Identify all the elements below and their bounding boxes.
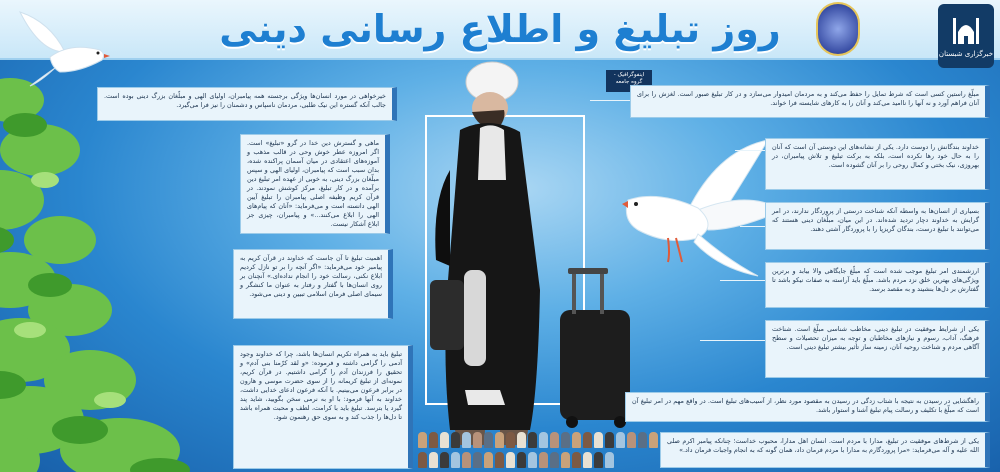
crowd-figure — [484, 452, 493, 468]
crowd-figure — [462, 432, 471, 448]
crowd-figure — [451, 452, 460, 468]
page-title: روز تبلیغ و اطلاع رسانی دینی — [219, 7, 781, 51]
crowd-figure — [594, 432, 603, 448]
crowd-figure — [539, 452, 548, 468]
crowd-figure — [616, 432, 625, 448]
crowd-figure — [484, 432, 493, 448]
crowd-figure — [528, 452, 537, 468]
connector-line — [700, 340, 765, 341]
crowd-figure — [418, 452, 427, 468]
category-badge: اینفوگرافیک - گروه جامعه — [606, 70, 652, 92]
crowd-decoration — [418, 432, 658, 470]
connector-line — [740, 226, 765, 227]
crowd-figure — [473, 432, 482, 448]
panel-left-3: اهمیت تبلیغ تا آن جاست که خداوند در قرآن کریم به پیامبر خود می‌فرماید: «اگر آنچه را بر تو نازل کردیم ابلاغ نکنی، رسالت خود را انجام نداده‌ای.» آنچنان بر روی انسان‌ها با گفتار و رفتار به عنوان ما کنشگر و سیمای اصلی فرمان اسلامی تبیین و دینی می‌شود. — [233, 249, 393, 319]
connector-line — [735, 150, 765, 151]
connector-line — [720, 280, 765, 281]
crowd-figure — [528, 432, 537, 448]
panel-bottom-center: راهگشایی در رسیدن به نتیجه با شتاب زدگی در رسیدن به مقصود مورد نظر، از آسیب‌های تبلیغ است. در واقع مهم در امر تبلیغ آن است که مبلّغ با تکلیف و رسالت پیام تبلیغ آشنا و استوار باشد. — [625, 392, 990, 422]
crowd-figure — [517, 452, 526, 468]
crowd-figure — [506, 452, 515, 468]
crowd-figure — [550, 452, 559, 468]
crowd-figure — [583, 432, 592, 448]
crowd-figure — [495, 432, 504, 448]
crowd-figure — [429, 452, 438, 468]
crowd-figure — [561, 432, 570, 448]
dove-left-icon — [10, 2, 120, 90]
panel-right-3: بسیاری از انسان‌ها به واسطه آنکه شناخت درستی از پروردگار ندارند، در امر گرایش به خداوند دچار تردید شده‌اند. در این میان، مبلّغان دینی هستند که می‌توانند با تبلیغ درست، بندگان گریزپا را با پروردگار آشتی دهند. — [765, 202, 990, 250]
crowd-figure — [594, 452, 603, 468]
crowd-figure — [638, 432, 647, 448]
crowd-figure — [506, 432, 515, 448]
crowd-figure — [451, 432, 460, 448]
panel-right-5: یکی از شرایط موفقیت در تبلیغ دینی، مخاطب شناسی مبلّغ است. شناخت فرهنگ، آداب، رسوم و نیازهای مخاطبان و توجه به میزان تحصیلات و سطح آگاهی مردم و شناخت روحیه آنان، زمینه ساز تأثیر بیشتر تبلیغ دینی است. — [765, 320, 990, 378]
crowd-figure — [473, 452, 482, 468]
crowd-figure — [440, 452, 449, 468]
crowd-figure — [517, 432, 526, 448]
panel-right-4: ارزشمندی امر تبلیغ موجب شده است که مبلّغ جایگاهی والا بیابد و برترین ویژگی‌های بهترین خلق نزد مردم باشد. مبلّغ باید آراسته به صفات نیکو باشد تا گفتارش بر دل‌ها بنشیند و به مقصد برسد. — [765, 262, 990, 308]
crowd-figure — [649, 432, 658, 448]
crowd-figure — [605, 452, 614, 468]
dove-right-icon — [608, 130, 788, 280]
crowd-figure — [605, 432, 614, 448]
panel-right-top: مبلّغ راستین کسی است که شرط تمایل را حفظ می‌کند و به مردمان امیدوار می‌سازد و در کار تبلیغ صبور است. لغزش را برای آنان فراهم آورد و نه آنها را ناامید می‌کند و آنان را به کارهای شایسته فرا خواند. — [630, 85, 990, 118]
panel-bottom-right: یکی از شرط‌های موفقیت در تبلیغ، مدارا با مردم است. انسان اهل مدارا، محبوب خداست؛ چنانکه پیامبر اکرم صلی الله علیه و آله می‌فرماید: «مرا پروردگارم به مدارا با مردم فرمان داد، همان گونه که به انجام واجبات فرمان داد.» — [660, 432, 990, 468]
panel-right-2: خداوند بندگانش را دوست دارد. یکی از نشانه‌های این دوستی آن است که آنان را به حال خود رها نکرده است، بلکه به برکت تبلیغ و تلاش پیامبران، در بهروزی، نیک بختی و کمال روحی را بر آنان گشوده است. — [765, 138, 990, 190]
crowd-figure — [495, 452, 504, 468]
emblem-icon — [816, 2, 860, 56]
crowd-figure — [572, 452, 581, 468]
crowd-figure — [550, 432, 559, 448]
crowd-figure — [440, 432, 449, 448]
crowd-figure — [429, 432, 438, 448]
crowd-figure — [572, 432, 581, 448]
panel-left-top: خیرخواهی در مورد انسان‌ها ویژگی برجسته همه پیامبران، اولیای الهی و مبلّغان بزرگ دینی بوده است. جالب آنکه گستره این نیک طلبی، مردمان ناسپاس و دشمنان را نیز فرا می‌گیرد. — [97, 87, 397, 121]
crowd-figure — [418, 432, 427, 448]
mosque-logo-icon — [951, 14, 981, 48]
panel-left-2: ماهی و گسترش دین خدا در گرو «تبلیغ» است. اگر امروزه عطر خوش وحی در قالب مذهب و آموزه‌های اعتقادی در میان آسمان پراکنده شده، بدان سبب است که پیامبران، اولیای الهی و سپس مبلّغان بزرگ دینی، به خوبی از عهده امر تبلیغ دین برآمده و در کار تبلیغ، مرکز کوشش نمودند. در قرآن کریم وظیفه اصلی پیامبران را تبلیغ آیین الهی دانسته است و می‌فرماید: «آنان که پیام‌های الهی را ابلاغ می‌کنند...» و پیامبران، چیزی جز ابلاغ آشکار نیست. — [240, 134, 390, 234]
crowd-figure — [539, 432, 548, 448]
crowd-figure — [561, 452, 570, 468]
logo-text: خبرگزاری شبستان — [938, 50, 994, 58]
crowd-figure — [462, 452, 471, 468]
crowd-figure — [583, 452, 592, 468]
crowd-figure — [627, 432, 636, 448]
publisher-logo[interactable] — [938, 4, 994, 68]
panel-left-bottom: تبلیغ باید به همراه تکریم انسان‌ها باشد، چرا که خداوند وجود آدمی را گرامی داشته و فرموده: «و لقد کرّمنا بنی آدم» و تحقیق را فرزندان آدم را گرامی داشتیم. در قرآن کریم، نمونه‌ای از تبلیغ کریمانه را از سوی حضرت موسی و هارون در برابر فرعون می‌بینیم. با آنکه فرعون ادعای خدایی داشت، خداوند به آنها فرمود: با او به نرمی سخن بگویید، شاید پند گیرد یا بترسد. تبلیغ باید با کرامت، لطف و محبت همراه باشد تا دل‌ها را جذب کند و به سوی حق رهنمون شود. — [233, 345, 413, 469]
